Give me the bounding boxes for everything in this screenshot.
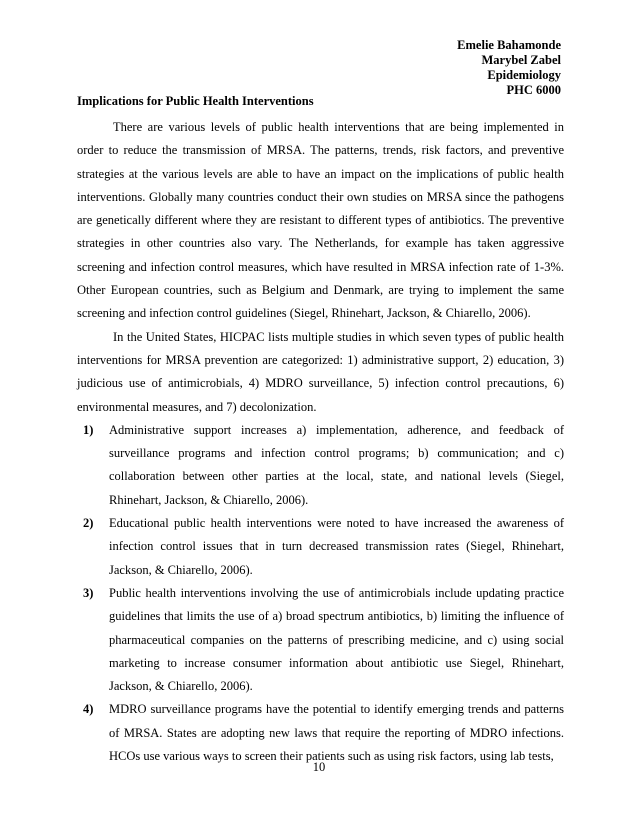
list-item-text: MDRO surveillance programs have the potential to identify emerging trends and patterns of MRSA. States are adopting new laws that require the reporting of MDRO infections. HCOs use various ways to screen their patients such as using risk factors, using lab tests, <box>109 702 564 764</box>
list-item-text: Public health interventions involving the use of antimicrobials include updating practice guidelines that limits the use of a) broad spectrum antibiotics, b) limiting the influence of pharmaceutical companies on the patterns of prescribing medicine, and c) using social marketing to increase consumer information about antibiotic use Siegel, Rhinehart, Jackson, & Chiarello, 2006). <box>109 585 564 694</box>
paragraph-us-interventions: In the United States, HICPAC lists multiple studies in which seven types of public health interventions for MRSA prevention are categorized: 1) administrative support, 2) education, 3) judicious use of antimicrobials, 4) MDRO surveillance, 5) infection control precautions, 6) environmental measures, and 7) decolonization. <box>77 329 564 414</box>
list-item-text: Educational public health interventions were noted to have increased the awareness of infection control issues that in turn decreased transmission rates (Siegel, Rhinehart, Jackson, & Chiarello, 2006). <box>109 516 564 577</box>
author-name-1: Emelie Bahamonde <box>457 38 561 52</box>
list-item <box>77 698 564 768</box>
list-item <box>77 419 564 512</box>
list-item <box>77 582 564 698</box>
list-item-number: 2) <box>83 516 94 531</box>
list-item <box>77 512 564 582</box>
course-code: PHC 6000 <box>506 83 561 97</box>
author-header <box>457 38 561 98</box>
list-item-number: 1) <box>83 422 94 437</box>
course-subject: Epidemiology <box>487 68 561 82</box>
list-item-text: Administrative support increases a) implementation, adherence, and feedback of surveillance programs and infection control programs; b) communication; and c) collaboration between other parties at the local, state, and national levels (Siegel, Rhinehart, Jackson, & Chiarello, 2006). <box>109 422 564 507</box>
page-number: 10 <box>312 760 326 774</box>
list-item-number: 4) <box>83 702 94 717</box>
intervention-list <box>77 419 564 768</box>
section-heading: Implications for Public Health Interventions <box>77 94 314 108</box>
paragraph-intro: There are various levels of public health interventions that are being implemented in order to reduce the transmission of MRSA. The patterns, trends, risk factors, and preventive strategies at the various levels are able to have an impact on the implications of public health interventions. Globally many countries conduct their own studies on MRSA since the pathogens are genetically different where they are resistant to different types of antibiotics. The preventive strategies in other countries also vary. The Netherlands, for example has taken aggressive screening and infection control measures, which have resulted in MRSA infection rate of 1-3%. Other European countries, such as Belgium and Denmark, are trying to implement the same screening and infection control guidelines (Siegel, Rhinehart, Jackson, & Chiarello, 2006). <box>77 120 564 321</box>
list-item-number: 3) <box>83 585 94 600</box>
author-name-2: Marybel Zabel <box>481 53 561 67</box>
body-text <box>77 116 564 768</box>
